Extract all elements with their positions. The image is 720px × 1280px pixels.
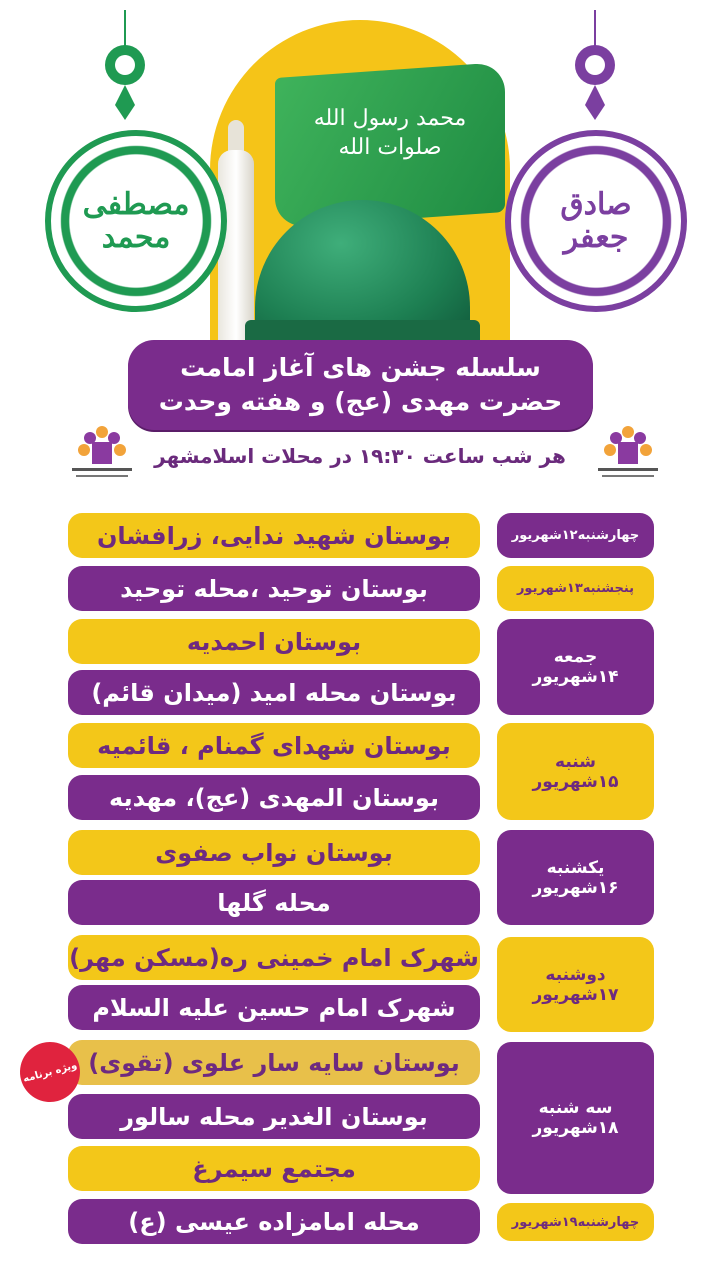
title-banner bbox=[128, 340, 593, 430]
medallion-left-text: مصطفی محمد bbox=[82, 187, 190, 255]
venue-row: بوستان محله امید (میدان قائم) bbox=[68, 670, 480, 715]
day-name: دوشنبه bbox=[545, 964, 606, 985]
venue-row: شهرک امام خمینی ره(مسکن مهر) bbox=[68, 935, 480, 980]
venue-row: محله امامزاده عیسی (ع) bbox=[68, 1199, 480, 1244]
venue-row: شهرک امام حسین علیه السلام bbox=[68, 985, 480, 1030]
venue-row: بوستان سایه سار علوی (تقوی) bbox=[68, 1040, 480, 1085]
day-name: شنبه bbox=[555, 751, 596, 772]
day-label bbox=[497, 937, 654, 1032]
organization-logo-icon bbox=[588, 420, 668, 490]
green-ornament-icon bbox=[95, 10, 155, 120]
day-label bbox=[497, 830, 654, 925]
flag-calligraphy: محمد رسول الله صلوات الله bbox=[313, 106, 467, 160]
special-program-badge: ویژه برنامه bbox=[13, 1035, 86, 1108]
day-label bbox=[497, 723, 654, 820]
day-date: ۱۷شهریور bbox=[532, 984, 619, 1005]
day-label bbox=[497, 619, 654, 715]
day-date: ۱۴شهریور bbox=[532, 667, 619, 687]
venue-row: محله گلها bbox=[68, 880, 480, 925]
title-line-1: سلسله جشن های آغاز امامت bbox=[180, 353, 541, 383]
medallion-right-text: صادق جعفر bbox=[560, 187, 632, 255]
venue-row: مجتمع سیمرغ bbox=[68, 1146, 480, 1191]
organization-logo-icon bbox=[62, 420, 142, 490]
day-label bbox=[497, 1042, 654, 1194]
day-date: ۱۶شهریور bbox=[532, 877, 619, 898]
event-time-subtitle: هر شب ساعت ۱۹:۳۰ در محلات اسلامشهر bbox=[154, 444, 566, 468]
medallion-jafar-sadegh bbox=[505, 130, 687, 312]
day-name: سه شنبه bbox=[538, 1098, 613, 1118]
day-label bbox=[497, 1203, 654, 1241]
venue-row: بوستان توحید ،محله توحید bbox=[68, 566, 480, 611]
venue-row: بوستان الغدیر محله سالور bbox=[68, 1094, 480, 1139]
purple-ornament-icon bbox=[565, 10, 625, 120]
day-label bbox=[497, 513, 654, 558]
day-label-text: چهارشنبه۱۹شهریور bbox=[511, 1214, 640, 1230]
medallion-mohammad-mostafa bbox=[45, 130, 227, 312]
title-line-2: حضرت مهدی (عج) و هفته وحدت bbox=[158, 387, 563, 416]
venue-row: بوستان شهید ندایی، زرافشان bbox=[68, 513, 480, 558]
venue-row: بوستان شهدای گمنام ، قائمیه bbox=[68, 723, 480, 768]
day-label bbox=[497, 566, 654, 611]
day-name: جمعه bbox=[553, 647, 598, 667]
day-label-text: چهارشنبه۱۲شهریور bbox=[511, 528, 640, 543]
venue-row: بوستان احمدیه bbox=[68, 619, 480, 664]
day-date: ۱۸شهریور bbox=[532, 1118, 619, 1138]
venue-row: بوستان المهدی (عج)، مهدیه bbox=[68, 775, 480, 820]
day-name: یکشنبه bbox=[546, 857, 605, 878]
day-date: ۱۵شهریور bbox=[532, 771, 619, 792]
day-label-text: پنجشنبه۱۳شهریور bbox=[516, 581, 635, 596]
minaret bbox=[218, 150, 254, 345]
venue-row: بوستان نواب صفوی bbox=[68, 830, 480, 875]
